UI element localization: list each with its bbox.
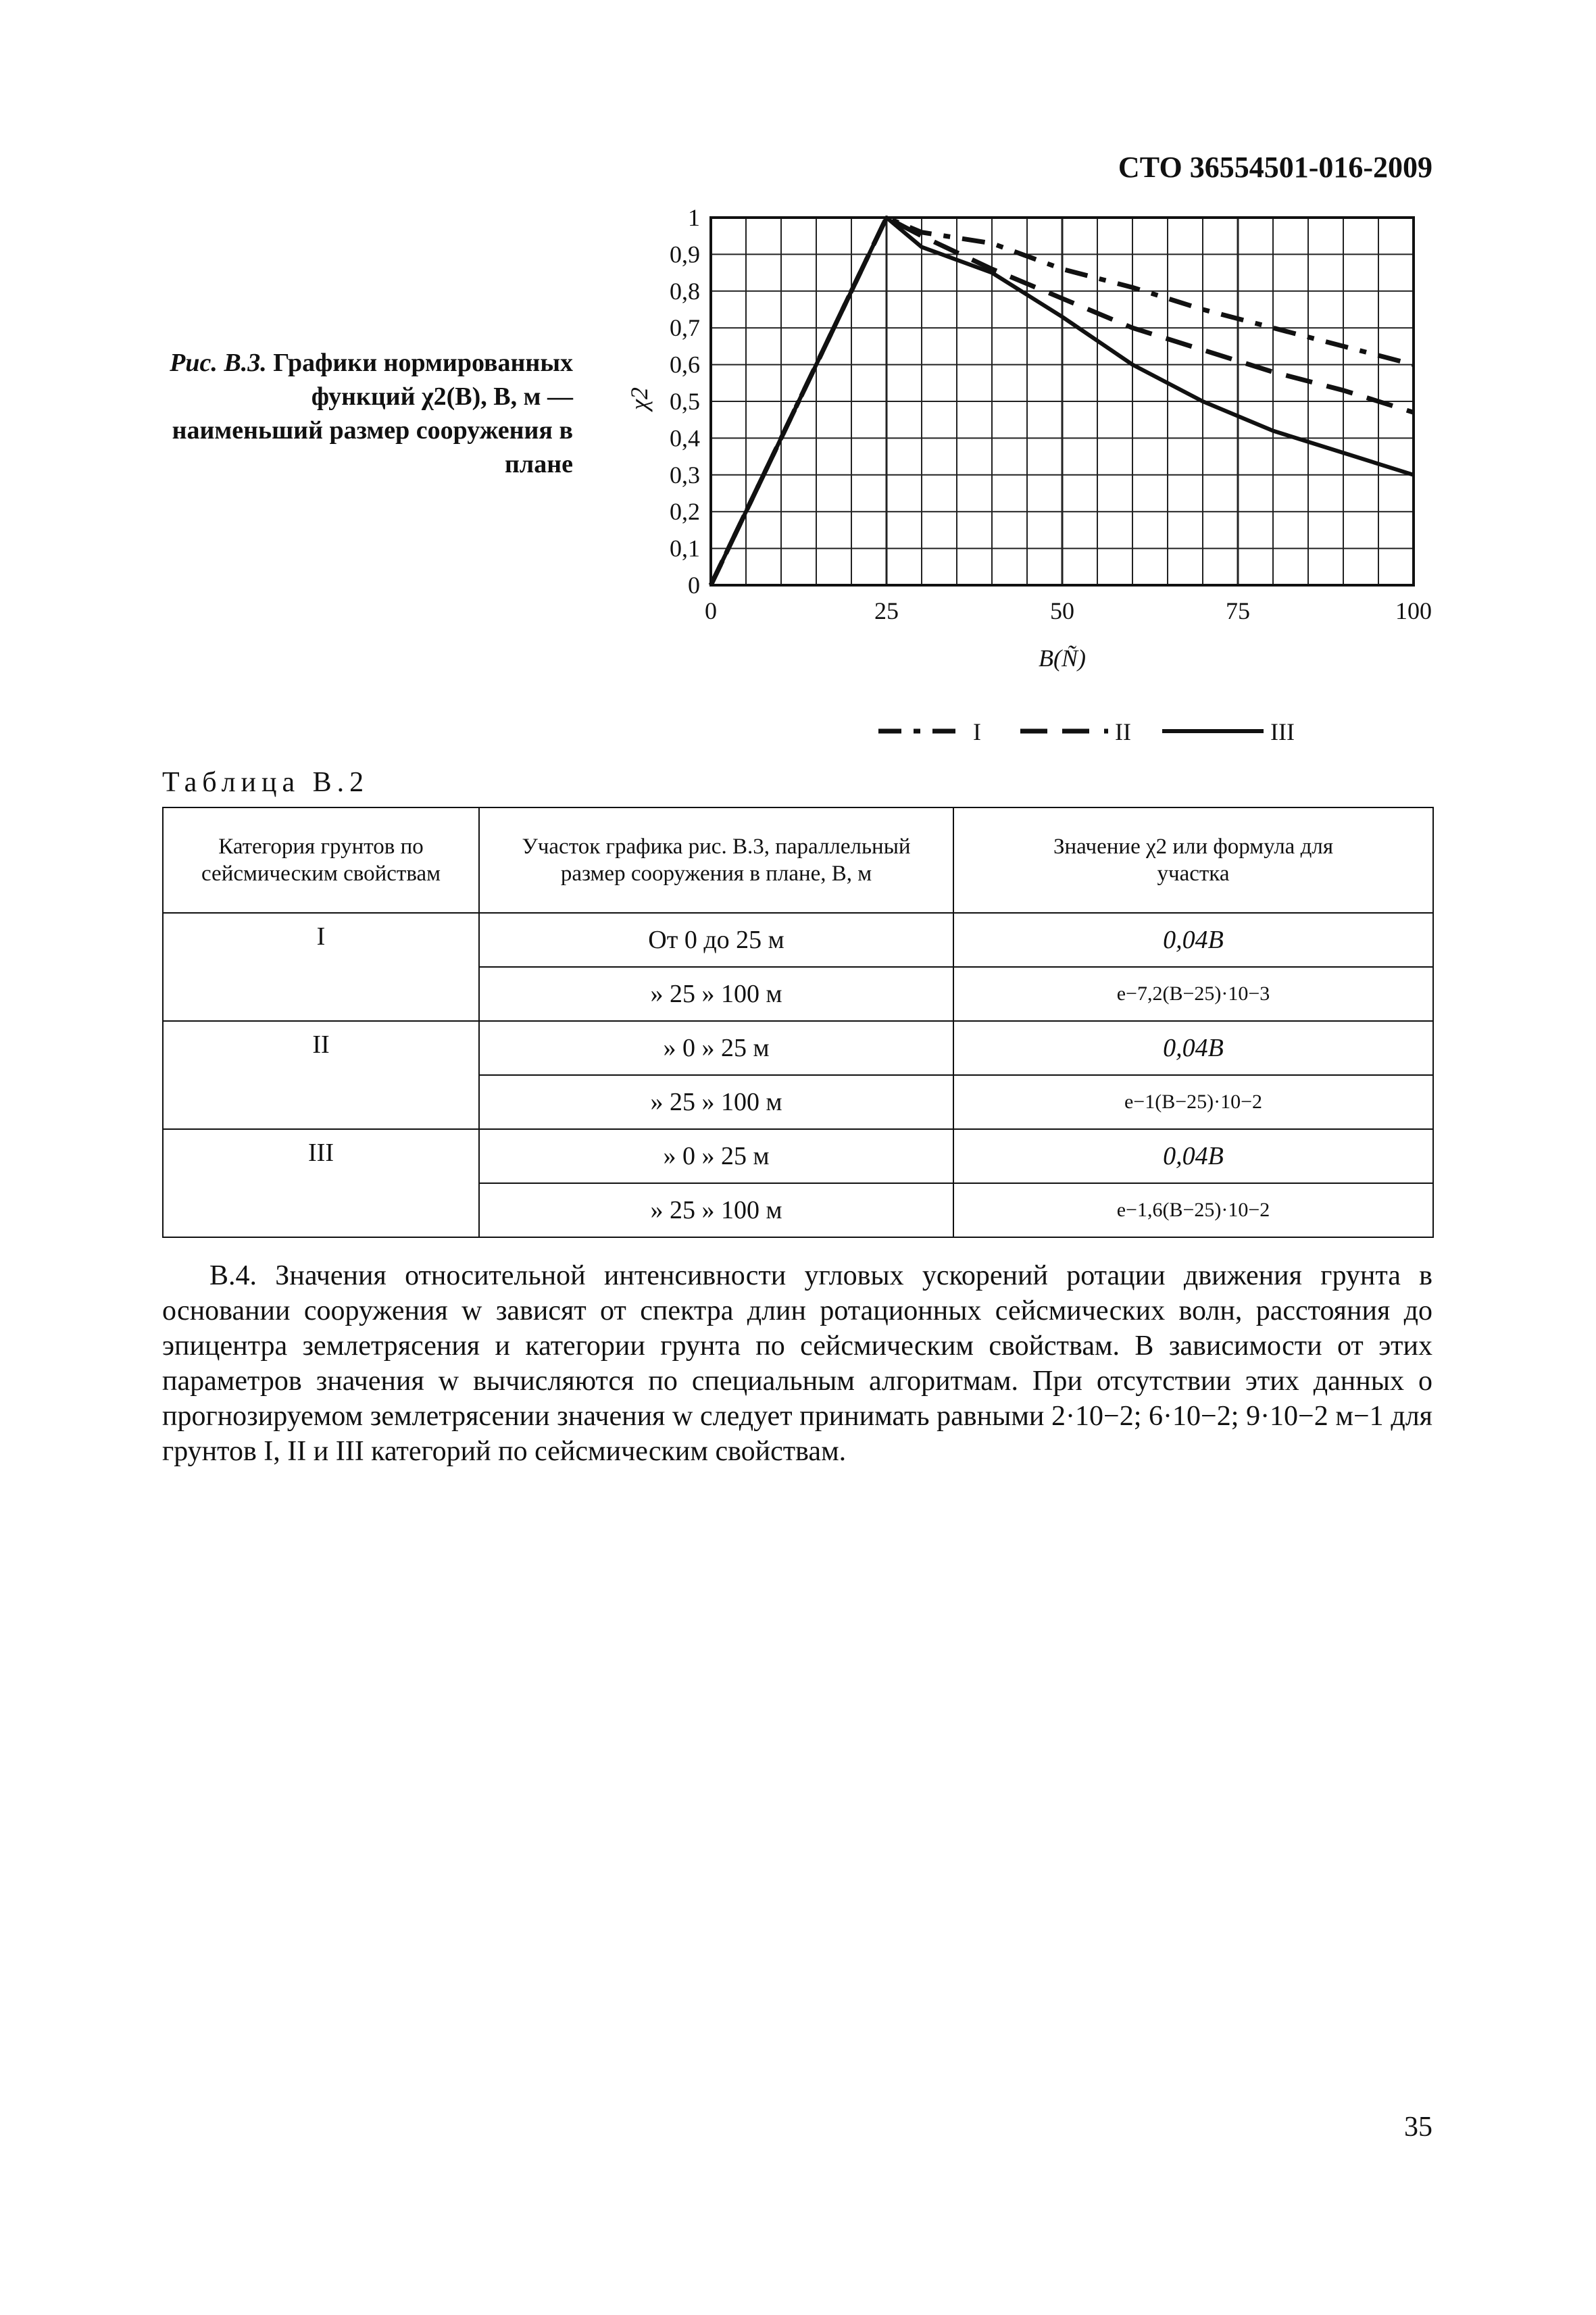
category-cell: I — [163, 913, 479, 1021]
y-tick-label: 1 — [688, 204, 700, 231]
range-cell: » 25 » 100 м — [479, 1075, 953, 1129]
x-tick-label: 75 — [1226, 597, 1250, 624]
range-cell: » 25 » 100 м — [479, 967, 953, 1021]
y-tick-label: 0,2 — [670, 498, 700, 526]
category-cell: III — [163, 1129, 479, 1237]
chart — [0, 0, 1596, 764]
x-tick-label: 25 — [874, 597, 899, 624]
legend-label-II: II — [1115, 718, 1131, 745]
page-number: 35 — [1404, 2112, 1432, 2143]
x-tick-label: 100 — [1395, 597, 1432, 624]
table-header-category: Категория грунтов по сейсмическим свойствам — [163, 807, 479, 913]
legend-label-I: I — [973, 718, 981, 745]
y-tick-label: 0,8 — [670, 277, 700, 305]
range-cell: » 25 » 100 м — [479, 1183, 953, 1237]
category-cell: II — [163, 1021, 479, 1129]
y-tick-label: 0,3 — [670, 461, 700, 489]
range-cell: » 0 » 25 м — [479, 1021, 953, 1075]
chart-grid — [711, 218, 1414, 585]
x-tick-label: 0 — [705, 597, 717, 624]
chart-legend — [878, 718, 1295, 745]
value-cell: e−1(B−25)·10−2 — [953, 1075, 1433, 1129]
y-tick-label: 0,6 — [670, 351, 700, 378]
body-paragraph — [162, 1258, 1432, 1469]
table-header-range: Участок графика рис. В.3, параллельный размер сооружения в плане, B, м — [479, 807, 953, 913]
table-label: Таблица В.2 — [162, 767, 370, 798]
table-row — [163, 1021, 1433, 1075]
x-tick-label: 50 — [1050, 597, 1074, 624]
figure-caption-text: Графики нормированных функций χ2(B), B, м — наименьший размер сооружения в плане — [172, 349, 573, 478]
y-tick-label: 0 — [688, 572, 700, 599]
figure-caption-label: Рис. В.3. — [170, 349, 267, 377]
y-tick-label: 0,9 — [670, 241, 700, 268]
paragraph-text: В.4. Значения относительной интенсивности угловых ускорений ротации движения грунта в основании сооружения w зависят от спектра длин ротационных сейсмических волн, расстояния до эпицентра землетрясения и категории грунта по сейсмическим свойствам. В зависимости от этих параметров значения w вычисляются по специальным алгоритмам. При отсутствии этих данных о прогнозируемом землетрясении значения w следует принимать равными 2·10−2; 6·10−2; 9·10−2 м−1 для грунтов I, II и III категорий по сейсмическим свойствам. — [162, 1260, 1432, 1467]
table-row — [163, 913, 1433, 967]
y-axis-label: χ2 — [626, 387, 653, 410]
legend-label-III: III — [1270, 718, 1295, 745]
value-cell: e−1,6(B−25)·10−2 — [953, 1183, 1433, 1237]
value-cell: 0,04B — [953, 913, 1433, 967]
y-tick-label: 0,1 — [670, 534, 700, 562]
table-header-row — [163, 807, 1433, 913]
y-tick-label: 0,4 — [670, 424, 700, 452]
data-table — [162, 807, 1434, 1238]
value-cell: 0,04B — [953, 1129, 1433, 1183]
document-code: СТО 36554501-016-2009 — [1118, 151, 1432, 184]
range-cell: От 0 до 25 м — [479, 913, 953, 967]
y-tick-label: 0,5 — [670, 388, 700, 415]
y-tick-label: 0,7 — [670, 314, 700, 342]
value-cell: e−7,2(B−25)·10−3 — [953, 967, 1433, 1021]
x-axis-label: B(Ñ) — [1039, 645, 1086, 672]
table-row — [163, 1129, 1433, 1183]
table-header-value: Значение χ2 или формула для участка — [953, 807, 1433, 913]
value-cell: 0,04B — [953, 1021, 1433, 1075]
range-cell: » 0 » 25 м — [479, 1129, 953, 1183]
